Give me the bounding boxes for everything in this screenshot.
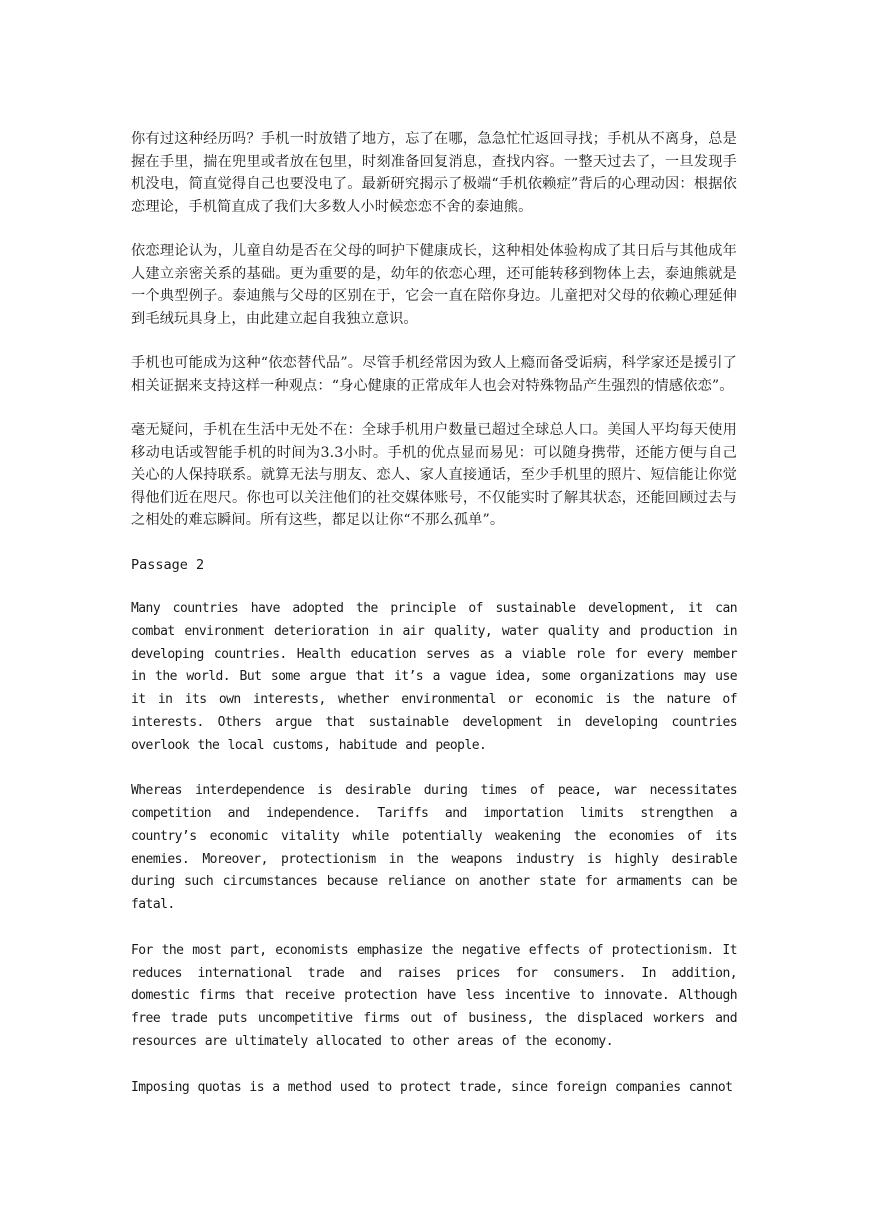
passage1-paragraph-3: 手机也可能成为这种“依恋替代品”。尽管手机经常因为致人上瘾而备受诟病，科学家还是援引了相关证据来支持这样一种观点：“身心健康的正常成年人也会对特殊物品产生强烈的情感依恋”。 bbox=[131, 355, 737, 394]
passage1-paragraph-2: 依恋理论认为，儿童自幼是否在父母的呵护下健康成长，这种相处体验构成了其日后与其他成年人建立亲密关系的基础。更为重要的是，幼年的依恋心理，还可能转移到物体上去，泰迪熊就是一个典型例子。泰迪熊与父母的区别在于，它会一直在陪你身边。儿童把对父母的依赖心理延伸到毛绒玩具身上，由此建立起自我独立意识。 bbox=[131, 243, 737, 327]
passage2-paragraph-4: Imposing quotas is a method used to protect trade, since foreign companies cannot bbox=[131, 1079, 733, 1095]
passage2-paragraph-3: For the most part, economists emphasize the negative effects of protectionism. It reduces international trade and raises prices for consumers. In addition, domestic firms that receive protection have less incentive to innovate. Although free trade puts uncompetitive firms out of business, the displaced workers and resources are ultimately allocated to other areas of the economy. bbox=[131, 942, 737, 1049]
passage2-heading: Passage 2 bbox=[131, 556, 205, 573]
passage2-paragraph-2: Whereas interdependence is desirable during times of peace, war necessitates competition and independence. Tariffs and importation limits strengthen a country’s economic vitality while potentially weakening the economies of its enemies. Moreover, protectionism in the weapons industry is highly desirable during such circumstances because reliance on another state for armaments can be fatal. bbox=[131, 783, 737, 912]
passage2-paragraph-1: Many countries have adopted the principle of sustainable development, it can combat environment deterioration in air quality, water quality and production in developing countries. Health education serves as a viable role for every member in the world. But some argue that it’s a vague idea, some organizations may use it in its own interests, whether environmental or economic is the nature of interests. Others argue that sustainable development in developing countries overlook the local customs, habitude and people. bbox=[131, 601, 737, 753]
passage1-paragraph-4: 毫无疑问，手机在生活中无处不在：全球手机用户数量已超过全球总人口。美国人平均每天使用移动电话或智能手机的时间为3.3小时。手机的优点显而易见：可以随身携带，还能方便与自己关心的人保持联系。就算无法与朋友、恋人、家人直接通话，至少手机里的照片、短信能让你觉得他们近在咫尺。你也可以关注他们的社交媒体账号，不仅能实时了解其状态，还能回顾过去与之相处的难忘瞬间。所有这些，都足以让你“不那么孤单”。 bbox=[131, 422, 737, 528]
document-page bbox=[131, 128, 737, 1099]
passage1-paragraph-1: 你有过这种经历吗？手机一时放错了地方，忘了在哪，急急忙忙返回寻找；手机从不离身，总是握在手里，揣在兜里或者放在包里，时刻准备回复消息，查找内容。一整天过去了，一旦发现手机没电，简直觉得自己也要没电了。最新研究揭示了极端“手机依赖症”背后的心理动因：根据依恋理论，手机简直成了我们大多数人小时候恋恋不舍的泰迪熊。 bbox=[131, 131, 737, 215]
